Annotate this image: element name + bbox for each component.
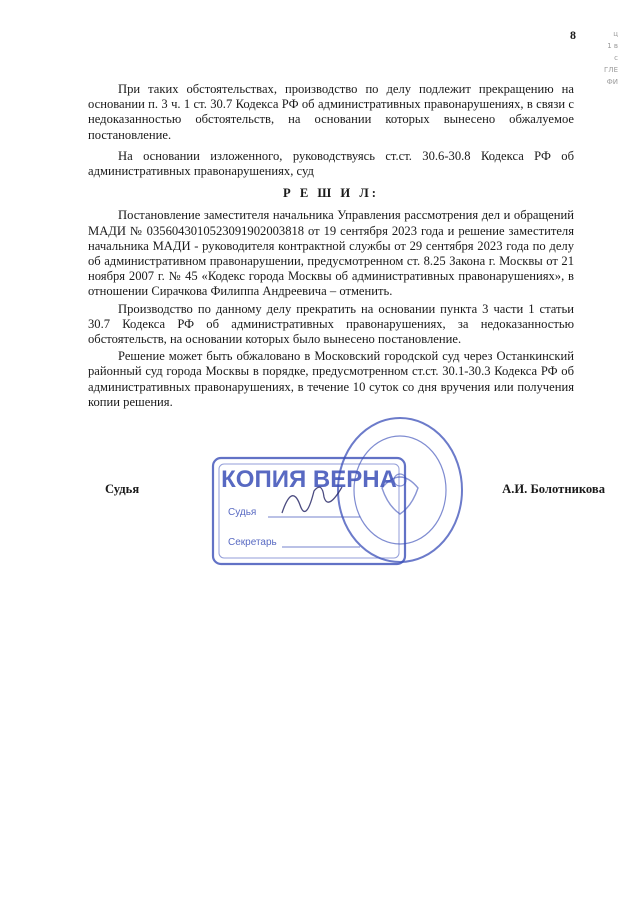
decision-heading: Р Е Ш И Л: [283, 186, 379, 201]
paragraph-ruling-terminate: Производство по данному делу прекратить на основании пункта 3 части 1 статьи 30.7 Кодекса РФ об административных правонарушениях, за недоказанностью обстоятельств, на основании которых было вынесено постановление. [88, 301, 574, 347]
page-number: 8 [570, 28, 576, 42]
stamp-secretary-label: Секретарь [228, 537, 277, 548]
document-body [88, 82, 574, 412]
stamp-judge-label: Судья [228, 507, 257, 518]
edge-mark: 1 в [607, 42, 618, 50]
scan-edge-marks [590, 28, 618, 118]
paragraph-ruling-cancel: Постановление заместителя начальника Управления рассмотрения дел и обращений МАДИ № 0356043010523091902003818 от 19 сентября 2023 года и решение заместителя начальника МАДИ - руководителя контрактной службы от 29 сентября 2023 года по делу об административном правонарушении, предусмотренном ст. 8.25 Закона г. Москвы от 21 ноября 2007 г. № 45 «Кодекс города Москвы об административных правонарушениях», в отношении Сирачкова Филиппа Андреевича – отменить. [88, 208, 574, 299]
copy-verified-stamp [210, 455, 408, 567]
edge-mark: с [614, 54, 618, 62]
paragraph-appeal: Решение может быть обжаловано в Московский городской суд через Останкинский районный суд города Москвы в порядке, предусмотренном ст.ст. 30.1-30.3 Кодекса РФ об административных правонарушениях, в течение 10 суток со дня вручения или получения копии решения. [88, 349, 574, 409]
edge-mark: ГЛЕ [604, 66, 618, 74]
judge-label: Судья [105, 482, 140, 496]
stamp-title: КОПИЯ ВЕРНА [221, 466, 397, 493]
judge-name: А.И. Болотникова [502, 482, 605, 496]
paragraph-basis: На основании изложенного, руководствуясь ст.ст. 30.6-30.8 Кодекса РФ об административных правонарушениях, суд [88, 148, 574, 179]
edge-mark: ц [613, 30, 618, 38]
paragraph-grounds: При таких обстоятельствах, производство по делу подлежит прекращению на основании п. 3 ч. 1 ст. 30.7 Кодекса РФ об административных правонарушениях, в связи с недоказанностью обстоятельств, на основании которых вынесено обжалуемое постановление. [88, 82, 574, 142]
edge-mark: ФИ [606, 78, 618, 86]
